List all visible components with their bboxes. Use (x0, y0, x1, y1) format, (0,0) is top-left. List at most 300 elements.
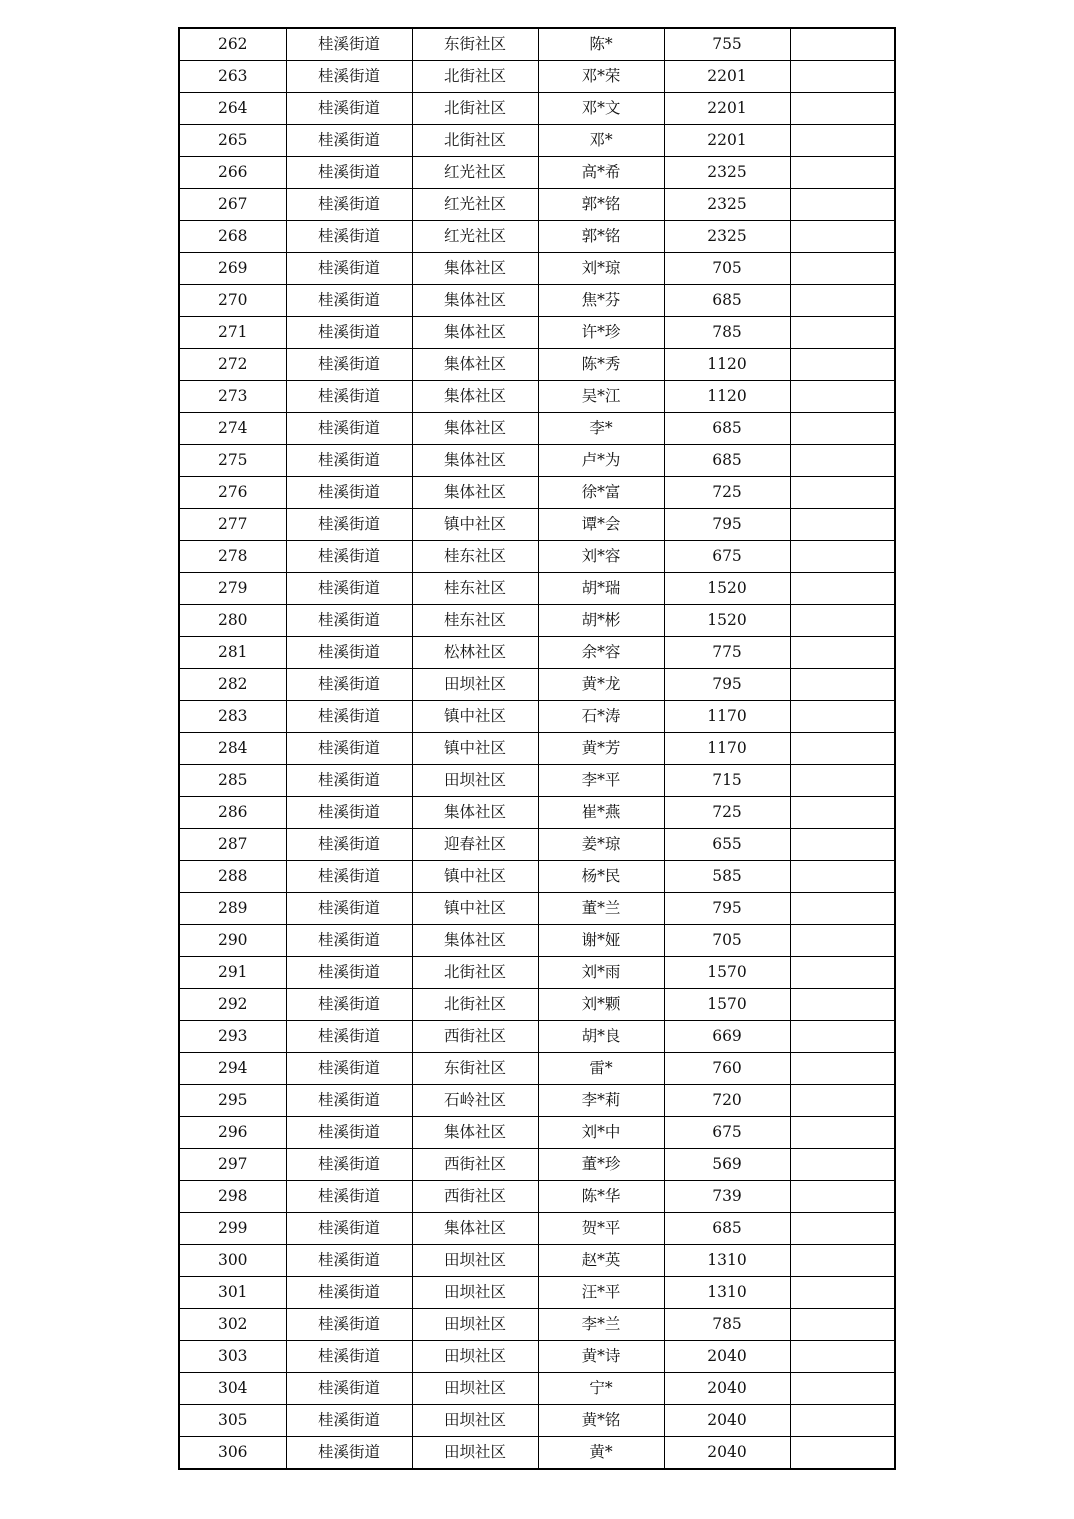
cell-name: 邓* (538, 125, 664, 157)
cell-community: 田坝社区 (412, 1245, 538, 1277)
cell-amount: 1170 (664, 701, 790, 733)
cell-name: 石*涛 (538, 701, 664, 733)
table-row (179, 157, 895, 189)
table-row (179, 605, 895, 637)
cell-amount: 785 (664, 1309, 790, 1341)
cell-street: 桂溪街道 (286, 477, 412, 509)
cell-street: 桂溪街道 (286, 1277, 412, 1309)
cell-street: 桂溪街道 (286, 1053, 412, 1085)
cell-community: 集体社区 (412, 317, 538, 349)
cell-remark (790, 765, 895, 797)
cell-remark (790, 1181, 895, 1213)
cell-amount: 1120 (664, 349, 790, 381)
cell-index: 297 (179, 1149, 286, 1181)
table-row (179, 1277, 895, 1309)
cell-community: 西街社区 (412, 1149, 538, 1181)
cell-amount: 675 (664, 1117, 790, 1149)
cell-community: 集体社区 (412, 477, 538, 509)
cell-index: 304 (179, 1373, 286, 1405)
cell-community: 田坝社区 (412, 1437, 538, 1470)
cell-index: 286 (179, 797, 286, 829)
cell-street: 桂溪街道 (286, 669, 412, 701)
cell-amount: 705 (664, 253, 790, 285)
table-row (179, 1181, 895, 1213)
table-row (179, 733, 895, 765)
cell-street: 桂溪街道 (286, 733, 412, 765)
table-row (179, 413, 895, 445)
cell-name: 邓*荣 (538, 61, 664, 93)
cell-street: 桂溪街道 (286, 925, 412, 957)
cell-community: 集体社区 (412, 1213, 538, 1245)
cell-index: 275 (179, 445, 286, 477)
cell-remark (790, 861, 895, 893)
table-row (179, 573, 895, 605)
cell-name: 刘*中 (538, 1117, 664, 1149)
table-row (179, 125, 895, 157)
table-row (179, 221, 895, 253)
cell-amount: 705 (664, 925, 790, 957)
cell-amount: 2201 (664, 125, 790, 157)
cell-index: 276 (179, 477, 286, 509)
cell-community: 集体社区 (412, 445, 538, 477)
cell-street: 桂溪街道 (286, 861, 412, 893)
table-row (179, 381, 895, 413)
cell-index: 269 (179, 253, 286, 285)
cell-amount: 685 (664, 413, 790, 445)
cell-community: 集体社区 (412, 413, 538, 445)
cell-amount: 685 (664, 285, 790, 317)
cell-remark (790, 733, 895, 765)
cell-street: 桂溪街道 (286, 637, 412, 669)
cell-community: 迎春社区 (412, 829, 538, 861)
cell-community: 北街社区 (412, 125, 538, 157)
cell-index: 285 (179, 765, 286, 797)
cell-community: 田坝社区 (412, 1341, 538, 1373)
cell-street: 桂溪街道 (286, 1405, 412, 1437)
cell-amount: 585 (664, 861, 790, 893)
table-row (179, 477, 895, 509)
cell-street: 桂溪街道 (286, 989, 412, 1021)
cell-index: 301 (179, 1277, 286, 1309)
table-row (179, 1213, 895, 1245)
cell-street: 桂溪街道 (286, 701, 412, 733)
table-row (179, 253, 895, 285)
cell-remark (790, 157, 895, 189)
cell-index: 270 (179, 285, 286, 317)
cell-name: 董*珍 (538, 1149, 664, 1181)
cell-street: 桂溪街道 (286, 381, 412, 413)
table-row (179, 925, 895, 957)
cell-community: 桂东社区 (412, 573, 538, 605)
cell-community: 集体社区 (412, 925, 538, 957)
cell-amount: 675 (664, 541, 790, 573)
cell-amount: 739 (664, 1181, 790, 1213)
cell-community: 田坝社区 (412, 1373, 538, 1405)
table-row (179, 861, 895, 893)
cell-remark (790, 1245, 895, 1277)
cell-index: 280 (179, 605, 286, 637)
cell-index: 267 (179, 189, 286, 221)
table-row (179, 1309, 895, 1341)
cell-remark (790, 1085, 895, 1117)
cell-name: 谭*会 (538, 509, 664, 541)
cell-name: 刘*琼 (538, 253, 664, 285)
cell-community: 集体社区 (412, 1117, 538, 1149)
cell-amount: 2325 (664, 189, 790, 221)
cell-street: 桂溪街道 (286, 1021, 412, 1053)
cell-name: 余*容 (538, 637, 664, 669)
cell-index: 288 (179, 861, 286, 893)
cell-street: 桂溪街道 (286, 285, 412, 317)
cell-name: 杨*民 (538, 861, 664, 893)
cell-community: 田坝社区 (412, 1277, 538, 1309)
cell-index: 271 (179, 317, 286, 349)
cell-remark (790, 1405, 895, 1437)
cell-remark (790, 605, 895, 637)
cell-street: 桂溪街道 (286, 573, 412, 605)
cell-remark (790, 829, 895, 861)
cell-remark (790, 957, 895, 989)
cell-name: 许*珍 (538, 317, 664, 349)
table-row (179, 61, 895, 93)
cell-street: 桂溪街道 (286, 125, 412, 157)
cell-name: 宁* (538, 1373, 664, 1405)
cell-index: 263 (179, 61, 286, 93)
cell-street: 桂溪街道 (286, 957, 412, 989)
cell-amount: 569 (664, 1149, 790, 1181)
cell-community: 西街社区 (412, 1181, 538, 1213)
cell-remark (790, 28, 895, 61)
cell-amount: 2201 (664, 61, 790, 93)
cell-index: 264 (179, 93, 286, 125)
cell-street: 桂溪街道 (286, 1085, 412, 1117)
cell-index: 298 (179, 1181, 286, 1213)
cell-community: 桂东社区 (412, 605, 538, 637)
table-row (179, 1341, 895, 1373)
cell-amount: 685 (664, 445, 790, 477)
cell-amount: 1520 (664, 573, 790, 605)
cell-remark (790, 349, 895, 381)
cell-name: 卢*为 (538, 445, 664, 477)
cell-community: 田坝社区 (412, 765, 538, 797)
cell-amount: 720 (664, 1085, 790, 1117)
cell-name: 邓*文 (538, 93, 664, 125)
cell-amount: 655 (664, 829, 790, 861)
cell-index: 266 (179, 157, 286, 189)
cell-remark (790, 1373, 895, 1405)
cell-remark (790, 1277, 895, 1309)
cell-remark (790, 445, 895, 477)
table-row (179, 797, 895, 829)
table-row (179, 541, 895, 573)
cell-index: 305 (179, 1405, 286, 1437)
table-row (179, 1117, 895, 1149)
cell-name: 吴*江 (538, 381, 664, 413)
cell-community: 红光社区 (412, 157, 538, 189)
cell-name: 郭*铭 (538, 189, 664, 221)
cell-amount: 1570 (664, 957, 790, 989)
cell-street: 桂溪街道 (286, 1341, 412, 1373)
table-row (179, 1437, 895, 1470)
cell-community: 集体社区 (412, 381, 538, 413)
cell-street: 桂溪街道 (286, 765, 412, 797)
cell-remark (790, 1021, 895, 1053)
table-row (179, 285, 895, 317)
cell-street: 桂溪街道 (286, 1117, 412, 1149)
cell-remark (790, 413, 895, 445)
cell-street: 桂溪街道 (286, 253, 412, 285)
cell-index: 284 (179, 733, 286, 765)
cell-street: 桂溪街道 (286, 829, 412, 861)
cell-name: 雷* (538, 1053, 664, 1085)
table-row (179, 317, 895, 349)
cell-amount: 755 (664, 28, 790, 61)
cell-remark (790, 1149, 895, 1181)
cell-remark (790, 477, 895, 509)
cell-amount: 760 (664, 1053, 790, 1085)
cell-name: 李* (538, 413, 664, 445)
cell-street: 桂溪街道 (286, 28, 412, 61)
cell-street: 桂溪街道 (286, 1309, 412, 1341)
table-row (179, 509, 895, 541)
cell-amount: 1120 (664, 381, 790, 413)
cell-remark (790, 925, 895, 957)
cell-index: 268 (179, 221, 286, 253)
cell-name: 黄*铭 (538, 1405, 664, 1437)
cell-amount: 725 (664, 477, 790, 509)
table-row (179, 989, 895, 1021)
cell-amount: 1310 (664, 1245, 790, 1277)
table-row (179, 1149, 895, 1181)
table-row (179, 445, 895, 477)
cell-street: 桂溪街道 (286, 189, 412, 221)
cell-index: 281 (179, 637, 286, 669)
cell-remark (790, 669, 895, 701)
cell-remark (790, 541, 895, 573)
cell-amount: 1170 (664, 733, 790, 765)
table-row (179, 1085, 895, 1117)
cell-name: 谢*娅 (538, 925, 664, 957)
cell-amount: 1310 (664, 1277, 790, 1309)
cell-remark (790, 381, 895, 413)
table-row (179, 1053, 895, 1085)
cell-name: 贺*平 (538, 1213, 664, 1245)
cell-street: 桂溪街道 (286, 61, 412, 93)
cell-community: 镇中社区 (412, 701, 538, 733)
cell-community: 田坝社区 (412, 669, 538, 701)
cell-name: 赵*英 (538, 1245, 664, 1277)
cell-community: 镇中社区 (412, 893, 538, 925)
cell-remark (790, 1437, 895, 1470)
cell-index: 295 (179, 1085, 286, 1117)
cell-amount: 2040 (664, 1373, 790, 1405)
cell-amount: 795 (664, 669, 790, 701)
cell-index: 294 (179, 1053, 286, 1085)
cell-amount: 669 (664, 1021, 790, 1053)
cell-remark (790, 221, 895, 253)
cell-remark (790, 253, 895, 285)
cell-street: 桂溪街道 (286, 1373, 412, 1405)
table-row (179, 669, 895, 701)
cell-amount: 2201 (664, 93, 790, 125)
cell-remark (790, 509, 895, 541)
cell-name: 胡*瑞 (538, 573, 664, 605)
cell-index: 292 (179, 989, 286, 1021)
cell-remark (790, 189, 895, 221)
cell-name: 陈*秀 (538, 349, 664, 381)
cell-name: 陈* (538, 28, 664, 61)
cell-index: 291 (179, 957, 286, 989)
cell-remark (790, 637, 895, 669)
cell-index: 274 (179, 413, 286, 445)
table-row (179, 829, 895, 861)
cell-community: 镇中社区 (412, 733, 538, 765)
cell-street: 桂溪街道 (286, 1181, 412, 1213)
cell-street: 桂溪街道 (286, 1149, 412, 1181)
cell-index: 278 (179, 541, 286, 573)
cell-street: 桂溪街道 (286, 509, 412, 541)
cell-remark (790, 93, 895, 125)
cell-amount: 715 (664, 765, 790, 797)
cell-name: 徐*富 (538, 477, 664, 509)
cell-community: 北街社区 (412, 93, 538, 125)
table-row (179, 957, 895, 989)
cell-street: 桂溪街道 (286, 445, 412, 477)
cell-name: 刘*雨 (538, 957, 664, 989)
cell-remark (790, 61, 895, 93)
cell-street: 桂溪街道 (286, 605, 412, 637)
cell-street: 桂溪街道 (286, 1437, 412, 1470)
cell-index: 283 (179, 701, 286, 733)
cell-index: 279 (179, 573, 286, 605)
cell-amount: 785 (664, 317, 790, 349)
cell-amount: 775 (664, 637, 790, 669)
cell-index: 265 (179, 125, 286, 157)
cell-name: 李*平 (538, 765, 664, 797)
table-row (179, 189, 895, 221)
cell-remark (790, 701, 895, 733)
cell-name: 胡*彬 (538, 605, 664, 637)
cell-name: 黄*龙 (538, 669, 664, 701)
cell-remark (790, 1053, 895, 1085)
table-row (179, 93, 895, 125)
cell-street: 桂溪街道 (286, 93, 412, 125)
cell-name: 李*莉 (538, 1085, 664, 1117)
cell-remark (790, 317, 895, 349)
table-row (179, 637, 895, 669)
cell-amount: 2040 (664, 1437, 790, 1470)
cell-amount: 2325 (664, 157, 790, 189)
cell-community: 北街社区 (412, 957, 538, 989)
table-row (179, 1245, 895, 1277)
cell-index: 273 (179, 381, 286, 413)
cell-community: 田坝社区 (412, 1309, 538, 1341)
cell-index: 299 (179, 1213, 286, 1245)
cell-street: 桂溪街道 (286, 413, 412, 445)
table-row (179, 765, 895, 797)
table-row (179, 893, 895, 925)
cell-name: 黄*芳 (538, 733, 664, 765)
cell-street: 桂溪街道 (286, 893, 412, 925)
cell-street: 桂溪街道 (286, 541, 412, 573)
cell-remark (790, 1309, 895, 1341)
cell-amount: 795 (664, 893, 790, 925)
cell-street: 桂溪街道 (286, 317, 412, 349)
cell-name: 刘*容 (538, 541, 664, 573)
cell-remark (790, 1341, 895, 1373)
cell-name: 董*兰 (538, 893, 664, 925)
cell-name: 崔*燕 (538, 797, 664, 829)
cell-remark (790, 573, 895, 605)
cell-name: 黄*诗 (538, 1341, 664, 1373)
cell-community: 北街社区 (412, 989, 538, 1021)
cell-name: 刘*颗 (538, 989, 664, 1021)
cell-remark (790, 989, 895, 1021)
cell-name: 高*希 (538, 157, 664, 189)
cell-remark (790, 1117, 895, 1149)
table-row (179, 28, 895, 61)
table-row (179, 1405, 895, 1437)
cell-index: 282 (179, 669, 286, 701)
cell-index: 289 (179, 893, 286, 925)
cell-community: 松林社区 (412, 637, 538, 669)
cell-community: 集体社区 (412, 797, 538, 829)
cell-community: 东街社区 (412, 28, 538, 61)
cell-index: 272 (179, 349, 286, 381)
cell-remark (790, 797, 895, 829)
roster-table (178, 27, 896, 1470)
cell-index: 277 (179, 509, 286, 541)
cell-community: 集体社区 (412, 285, 538, 317)
cell-amount: 1570 (664, 989, 790, 1021)
cell-index: 290 (179, 925, 286, 957)
table-row (179, 1373, 895, 1405)
cell-street: 桂溪街道 (286, 157, 412, 189)
cell-index: 306 (179, 1437, 286, 1470)
cell-amount: 685 (664, 1213, 790, 1245)
cell-name: 姜*琼 (538, 829, 664, 861)
cell-remark (790, 285, 895, 317)
cell-name: 汪*平 (538, 1277, 664, 1309)
cell-community: 西街社区 (412, 1021, 538, 1053)
cell-community: 桂东社区 (412, 541, 538, 573)
cell-index: 293 (179, 1021, 286, 1053)
table-row (179, 349, 895, 381)
cell-name: 胡*良 (538, 1021, 664, 1053)
cell-community: 田坝社区 (412, 1405, 538, 1437)
cell-remark (790, 1213, 895, 1245)
cell-community: 石岭社区 (412, 1085, 538, 1117)
cell-index: 262 (179, 28, 286, 61)
cell-community: 集体社区 (412, 253, 538, 285)
cell-index: 302 (179, 1309, 286, 1341)
cell-community: 红光社区 (412, 189, 538, 221)
cell-remark (790, 125, 895, 157)
cell-community: 镇中社区 (412, 509, 538, 541)
cell-street: 桂溪街道 (286, 349, 412, 381)
cell-name: 焦*芬 (538, 285, 664, 317)
cell-name: 李*兰 (538, 1309, 664, 1341)
table-row (179, 1021, 895, 1053)
cell-community: 北街社区 (412, 61, 538, 93)
cell-street: 桂溪街道 (286, 1245, 412, 1277)
table-row (179, 701, 895, 733)
cell-index: 287 (179, 829, 286, 861)
cell-street: 桂溪街道 (286, 797, 412, 829)
cell-name: 陈*华 (538, 1181, 664, 1213)
table-body (179, 28, 895, 1469)
cell-amount: 2325 (664, 221, 790, 253)
